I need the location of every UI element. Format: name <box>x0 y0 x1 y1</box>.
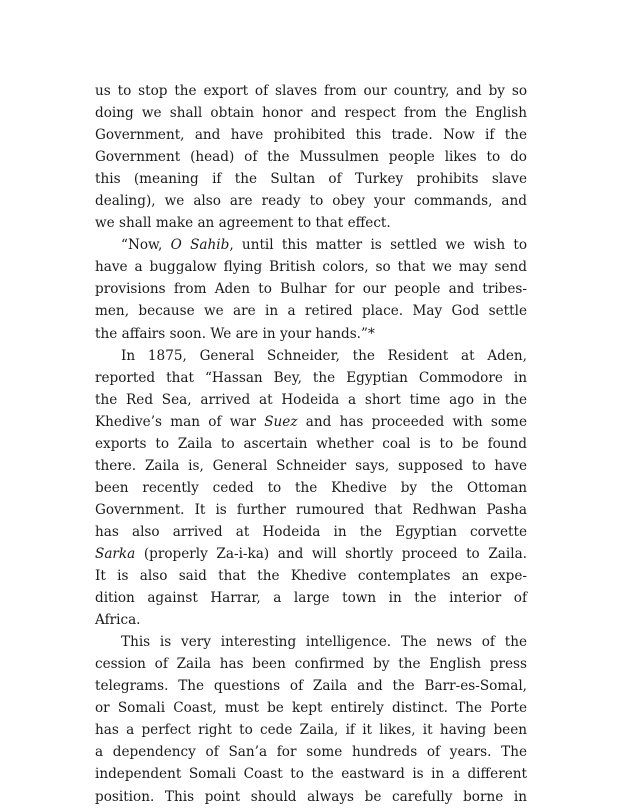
text-fragment: Government, and have prohibited this trade. Now if the <box>95 127 527 144</box>
text-fragment: us to stop the export of slaves from our country, and by so <box>95 83 527 99</box>
text-fragment: Government. It is further rumoured that Redhwan Pasha <box>95 501 527 518</box>
text-fragment: has a perfect right to cede Zaila, if it likes, it having been <box>95 722 527 739</box>
text-fragment: this (meaning if the Sultan of Turkey prohibits slave <box>95 171 527 188</box>
text-fragment: and has proceeded with some <box>297 413 527 430</box>
text-fragment: telegrams. The questions of Zaila and the Barr-es-Somal, <box>95 678 527 695</box>
text-line <box>95 124 527 146</box>
text-line <box>95 741 527 763</box>
text-fragment: the Red Sea, arrived at Hodeida a short time ago in the <box>95 391 527 408</box>
text-fragment: dition against Harrar, a large town in the interior of <box>95 590 527 607</box>
text-fragment: In 1875, General Schneider, the Resident at Aden, <box>121 347 527 364</box>
text-line <box>95 146 527 168</box>
text-fragment: It is also said that the Khedive contemplates an expe- <box>95 568 527 585</box>
text-line <box>95 80 527 102</box>
text-line <box>95 587 527 609</box>
text-line <box>95 389 527 411</box>
text-line <box>95 345 527 367</box>
text-line <box>95 455 527 477</box>
text-fragment: there. Zaila is, General Schneider says, supposed to have <box>95 457 527 474</box>
text-line <box>95 786 527 808</box>
text-fragment: “Now, <box>121 237 171 254</box>
italic-text: Suez <box>264 413 298 430</box>
body-text <box>95 80 527 808</box>
text-line <box>95 256 527 278</box>
text-fragment: men, because we are in a retired place. May God settle <box>95 303 527 320</box>
text-fragment: exports to Zaila to ascertain whether coal is to be found <box>95 435 527 452</box>
text-fragment: This is very interesting intelligence. The news of the <box>121 634 527 651</box>
text-fragment: have a buggalow flying British colors, so that we may send <box>95 259 527 276</box>
text-line <box>95 499 527 521</box>
text-line <box>95 212 527 234</box>
text-fragment: position. This point should always be carefully borne in <box>95 788 527 805</box>
text-line <box>95 543 527 565</box>
text-line <box>95 168 527 190</box>
text-fragment: dealing), we also are ready to obey your commands, and <box>95 193 527 210</box>
text-fragment: (properly Za-i-ka) and will shortly proceed to Zaila. <box>135 545 527 562</box>
text-line <box>95 521 527 543</box>
text-line <box>95 323 527 345</box>
text-line <box>95 653 527 675</box>
text-fragment: independent Somali Coast to the eastward is in a different <box>95 766 527 783</box>
text-fragment: Khedive’s man of war <box>95 413 265 430</box>
italic-text: Sarka <box>95 545 136 562</box>
text-line <box>95 763 527 785</box>
text-line <box>95 234 527 256</box>
text-fragment: has also arrived at Hodeida in the Egyptian corvette <box>95 523 527 540</box>
text-line <box>95 300 527 322</box>
text-line <box>95 697 527 719</box>
text-line <box>95 433 527 455</box>
text-fragment: Africa. <box>95 612 141 629</box>
text-fragment: Government (head) of the Mussulmen people likes to do <box>95 149 527 166</box>
text-line <box>95 675 527 697</box>
text-fragment: a dependency of San’a for some hundreds of years. The <box>95 744 527 761</box>
text-line <box>95 367 527 389</box>
text-line <box>95 278 527 300</box>
text-fragment: doing we shall obtain honor and respect from the English <box>95 105 527 122</box>
text-fragment: provisions from Aden to Bulhar for our people and tribes- <box>95 281 527 298</box>
text-fragment: , until this matter is settled we wish to <box>229 237 528 254</box>
text-line <box>95 719 527 741</box>
text-line <box>95 411 527 433</box>
text-fragment: the affairs soon. We are in your hands.”* <box>95 325 375 342</box>
text-fragment: cession of Zaila has been confirmed by the English press <box>95 656 527 673</box>
text-line <box>95 565 527 587</box>
italic-text: O Sahib <box>170 237 230 254</box>
text-fragment: we shall make an agreement to that effect. <box>95 215 391 232</box>
text-line <box>95 190 527 212</box>
text-fragment: been recently ceded to the Khedive by the Ottoman <box>95 479 527 496</box>
text-fragment: or Somali Coast, must be kept entirely distinct. The Porte <box>95 700 527 717</box>
text-fragment: reported that “Hassan Bey, the Egyptian Commodore in <box>95 369 527 386</box>
text-line <box>95 609 527 631</box>
text-line <box>95 631 527 653</box>
text-line <box>95 477 527 499</box>
text-line <box>95 102 527 124</box>
